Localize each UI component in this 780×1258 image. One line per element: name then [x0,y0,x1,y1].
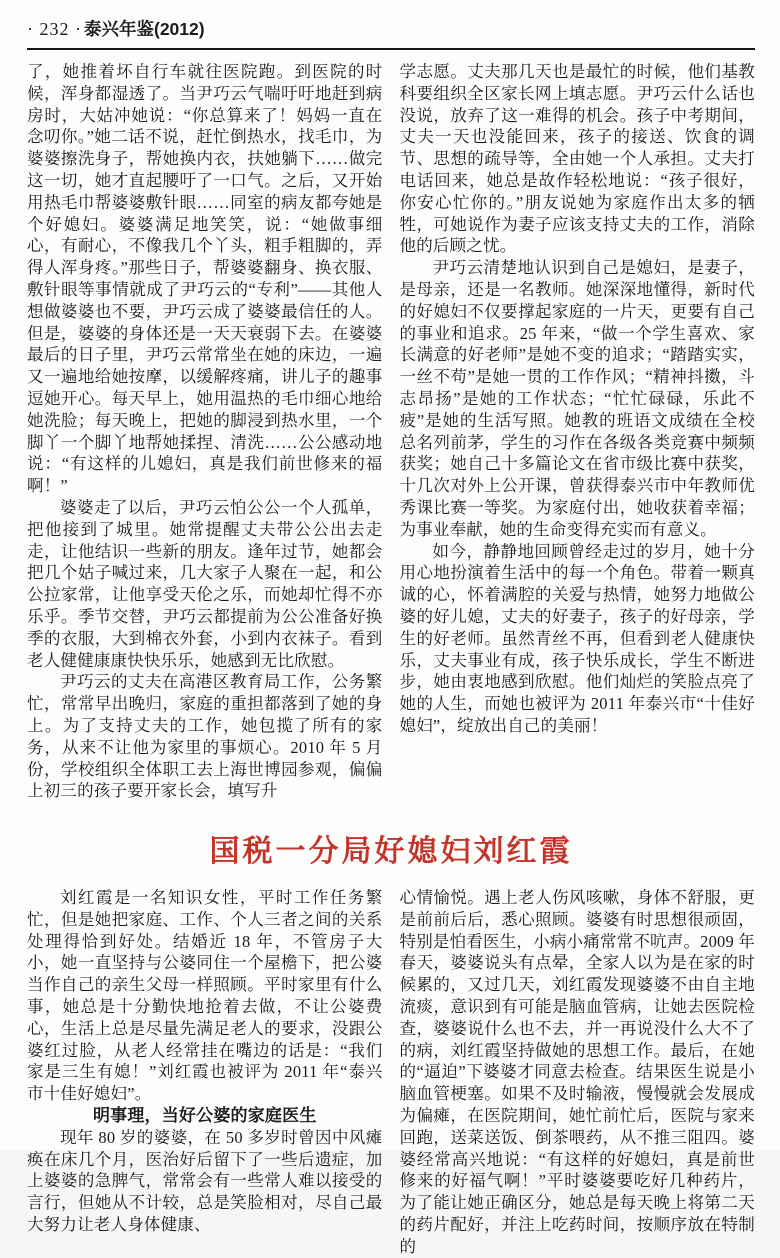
article-yinqiaoyun [27,61,755,802]
paragraph: 如今，静静地回顾曾经走过的岁月，她十分用心地扮演着生活中的每一个角色。带着一颗真诚的心，怀着满腔的关爱与热情，她努力地做公婆的好儿媳，丈夫的好妻子，孩子的好母亲，学生的好老师。虽然青丝不再，但看到老人健康快乐，丈夫事业有成，孩子快乐成长，学生不断进步，她由衷地感到欣慰。他们灿烂的笑脸点亮了她的人生，而她也被评为 2011 年泰兴市“十佳好媳妇”，绽放出自己的美丽！ [399,541,755,735]
paragraph: 尹巧云清楚地认识到自己是媳妇，是妻子，是母亲，还是一名教师。她深深地懂得，新时代的好媳妇不仅要撑起家庭的一片天，更要有自己的事业和追求。25 年来，“做一个学生喜欢、家长满意的好老师”是她不变的追求；“踏踏实实，一丝不苟”是她一贯的工作作风；“精神抖擞，斗志昂扬”是她的工作状态；“忙忙碌碌，乐此不疲”是她的生活写照。她教的班语文成绩在全校总名列前茅，学生的习作在各级各类竞赛中频频获奖；她自己十多篇论文在省市级比赛中获奖，十几次对外上公开课，曾获得泰兴市中年教师优秀课比赛一等奖。为家庭付出，她收获着幸福；为事业奉献，她的生命变得充实而有意义。 [399,258,755,539]
paragraph: 学志愿。丈夫那几天也是最忙的时候，他们基教科要组织全区家长网上填志愿。尹巧云什么话也没说，放弃了这一难得的机会。孩子中考期间，丈夫一天也没能回来，孩子的接送、饮食的调节、思想的疏导等，全由她一个人承担。丈夫打电话回来，她总是故作轻松地说：“孩子很好，你安心忙你的。”朋友说她为家庭作出太多的牺牲，可她说作为妻子应该支持丈夫的工作，消除他的后顾之忧。 [399,62,755,256]
page-header [27,16,755,50]
paragraph: 尹巧云的丈夫在高港区教育局工作，公务繁忙，常常早出晚归，家庭的重担都落到了她的身上。为了支持丈夫的工作，她包揽了所有的家务，从来不让他为家里的事烦心。2010 年 5 月份，学校组织全体职工去上海世博园参观，偏偏上初三的孩子要开家长会，填写升 [27,672,383,801]
paragraph: 婆婆走了以后，尹巧云怕公公一个人孤单，把他接到了城里。她常提醒丈夫带公公出去走走，让他结识一些新的朋友。逢年过节，她都会把几个姑子喊过来，几大家子人聚在一起，和公公拉家常，让他享受天伦之乐，而她却忙得不亦乐乎。季节交替，尹巧云都提前为公公准备好换季的衣服，大到棉衣外套，小到内衣袜子。看到老人健健康康快快乐乐，她感到无比欣慰。 [27,497,383,670]
paragraph: 心情愉悦。遇上老人伤风咳嗽，身体不舒服，更是前前后后，悉心照顾。婆婆有时思想很顽固，特别是怕看医生，小病小痛常常不吭声。2009 年春天，婆婆说头有点晕，全家人以为是在家的时候累的，又过几天，刘红霞发现婆婆不由自主地流痰，意识到有可能是脑血管病，让她去医院检查，婆婆说什么也不去，并一再说没什么大不了的病，刘红霞坚持做她的思想工作。最后，在她的“逼迫”下婆婆才同意去检查。结果医生说是小脑血管梗塞。如果不及时输液，慢慢就会发展成为偏瘫，在医院期间，她忙前忙后，医院与家来回跑，送菜送饭、倒茶喂药，从不推三阻四。婆婆经常高兴地说：“有这样的好媳妇，真是前世修来的好福气啊！”平时婆婆要吃好几种药片，为了能让她正确区分，她总是每天晚上将第二天的药片配好，并注上吃药时间，按顺序放在特制的 [399,888,755,1256]
article2-title: 国税一分局好媳妇刘红霞 [209,835,573,869]
page-number: · 232 · [27,19,82,39]
article2-right-column [400,887,756,1258]
article1-right-column [400,61,756,802]
article1-left-column [27,61,383,802]
article2-left-column [27,887,383,1258]
paragraph: 刘红霞是一名知识女性，平时工作任务繁忙，但是她把家庭、工作、个人三者之间的关系处理得恰到好处。结婚近 18 年，不管房子大小，她一直坚持与公婆同住一个屋檐下，把公婆当作自己的亲生父母一样照顾。平时家里有什么事，她总是十分勤快地抢着去做，不让公婆费心，生活上总是尽量先满足老人的要求，没跟公婆红过脸，从老人经常挂在嘴边的话是：“我们家是三生有媳！”刘红霞也被评为 2011 年“泰兴市十佳好媳妇”。 [27,888,383,1104]
paragraph: 现年 80 岁的婆婆，在 50 多岁时曾因中风瘫痪在床几个月，医治好后留下了一些后遗症，加上婆婆的急脾气，常常会有一些常人难以接受的言行，但她从不计较，总是笑脸相对，尽自己最大努力让老人身体健康、 [27,1127,383,1235]
publication-title: 泰兴年鉴(2012) [84,19,205,39]
article-liuhongxia [27,887,755,1258]
section-subheading: 明事理，当好公婆的家庭医生 [92,1106,317,1126]
paragraph: 了，她推着坏自行车就往医院跑。到医院的时候，浑身都湿透了。当尹巧云气喘吁吁地赶到病房时，大姑冲她说：“你总算来了！妈妈一直在念叨你。”她二话不说，赶忙倒热水，找毛巾，为婆婆擦洗身子，帮她换内衣，扶她躺下……做完这一切，她才直起腰吁了一口气。之后，又开始用热毛巾帮婆婆敷针眼……同室的病友都夸她是个好媳妇。婆婆满足地笑笑，说：“她做事细心，有耐心，不像我几个丫头，粗手粗脚的，弄得人浑身疼。”那些日子，帮婆婆翻身、换衣服、敷针眼等事情就成了尹巧云的“专利”——其他人想做婆婆也不要，尹巧云成了婆婆最信任的人。但是，婆婆的身体还是一天天衰弱下去。在婆婆最后的日子里，尹巧云常常坐在她的床边，一遍又一遍地给她按摩，以缓解疼痛，讲儿子的趣事逗她开心。每天早上，她用温热的毛巾细心地给她洗脸；每天晚上，把她的脚浸到热水里，一个脚丫一个脚丫地帮她揉捏、清洗……公公感动地说：“有这样的儿媳妇，真是我们前世修来的福啊！” [27,62,383,496]
